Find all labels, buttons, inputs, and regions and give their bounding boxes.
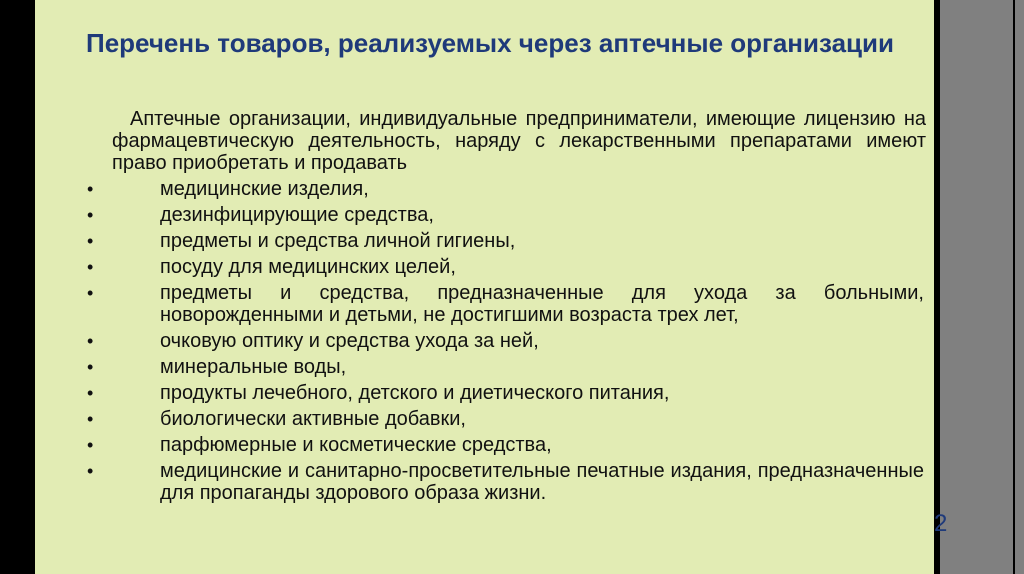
list-item — [0, 328, 940, 354]
list-item — [0, 228, 940, 254]
list-item — [0, 432, 940, 458]
bullet-icon: • — [87, 435, 94, 455]
page-number: 2 — [934, 510, 948, 537]
list-item — [0, 406, 940, 432]
list-item-text: продукты лечебного, детского и диетического питания, — [160, 382, 670, 404]
slide-title: Перечень товаров, реализуемых через аптечные организации — [86, 28, 894, 58]
list-item-text: парфюмерные и косметические средства, — [160, 434, 552, 456]
list-item-text: очковую оптику и средства ухода за ней, — [160, 330, 539, 352]
bullet-icon: • — [87, 257, 94, 277]
list-item — [0, 354, 940, 380]
list-item — [0, 254, 940, 280]
list-item — [0, 176, 940, 202]
list-item-text: предметы и средства, предназначенные для ухода за больными, новорожденными и детьми, не достигшими возраста трех лет, — [160, 282, 924, 326]
list-item — [0, 280, 940, 328]
list-item — [0, 380, 940, 406]
list-item-text: биологически активные добавки, — [160, 408, 466, 430]
intro-paragraph: Аптечные организации, индивидуальные предприниматели, имеющие лицензию на фармацевтическую деятельность, наряду с лекарственными препаратами имеют право приобретать и продавать — [112, 108, 926, 174]
bullet-icon: • — [87, 331, 94, 351]
goods-list — [0, 176, 940, 506]
bullet-icon: • — [87, 179, 94, 199]
scrollbar[interactable] — [940, 0, 1024, 574]
list-item-text: медицинские изделия, — [160, 178, 369, 200]
list-item — [0, 202, 940, 228]
bullet-icon: • — [87, 357, 94, 377]
list-item — [0, 458, 940, 506]
list-item-text: посуду для медицинских целей, — [160, 256, 456, 278]
bullet-icon: • — [87, 205, 94, 225]
bullet-icon: • — [87, 461, 94, 481]
bullet-icon: • — [87, 283, 94, 303]
list-item-text: минеральные воды, — [160, 356, 347, 378]
list-item-text: медицинские и санитарно-просветительные печатные издания, предназначенные для пропаганды здорового образа жизни. — [160, 460, 924, 504]
list-item-text: предметы и средства личной гигиены, — [160, 230, 516, 252]
scrollbar-edge — [1013, 0, 1015, 574]
bullet-icon: • — [87, 231, 94, 251]
bullet-icon: • — [87, 383, 94, 403]
list-item-text: дезинфицирующие средства, — [160, 204, 434, 226]
bullet-icon: • — [87, 409, 94, 429]
